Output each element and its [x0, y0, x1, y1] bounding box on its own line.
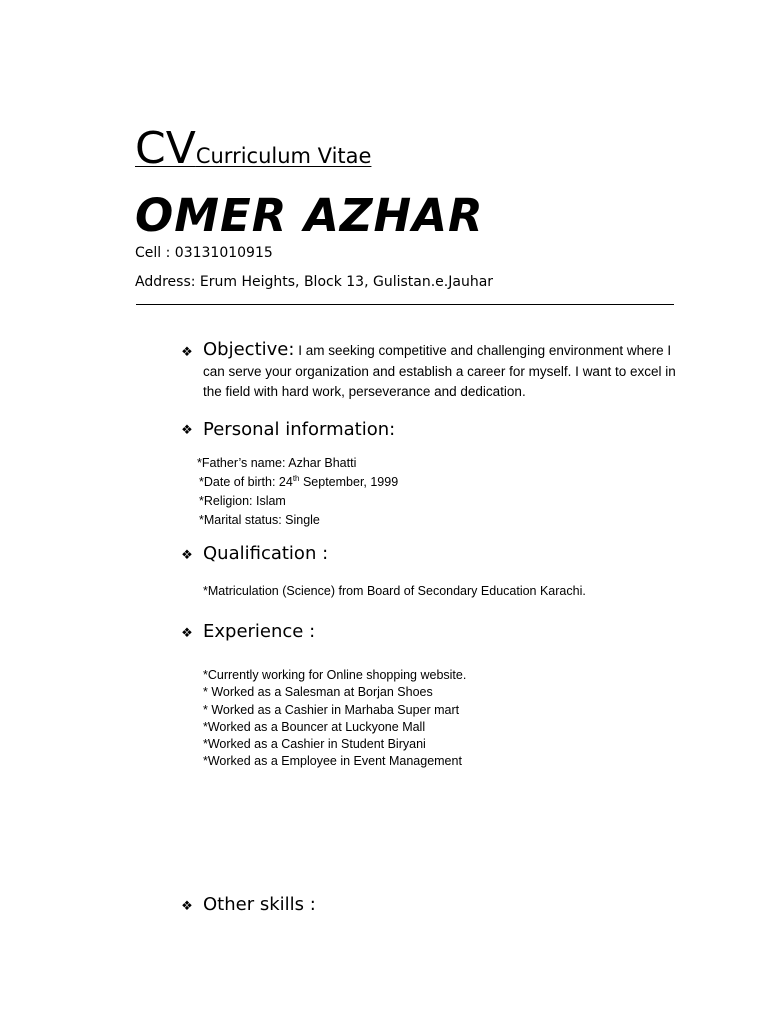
experience-item: * Worked as a Cashier in Marhaba Super mart	[203, 702, 460, 717]
objective-section	[203, 340, 683, 402]
date-of-birth: *Date of birth: 24th September, 1999	[199, 473, 399, 489]
objective-heading: Objective:	[203, 339, 295, 360]
diamond-bullet-icon: ❖	[181, 423, 193, 438]
objective-text: I am seeking competitive and challenging environment where I can serve your organization and establish a career for myself. I want to excel in the field with hard work, perseverance and dedication.	[203, 343, 676, 399]
experience-item: *Worked as a Cashier in Student Biryani	[203, 737, 426, 752]
marital-status: *Marital status: Single	[199, 513, 320, 527]
experience-heading: Experience :	[203, 621, 316, 642]
diamond-bullet-icon: ❖	[181, 345, 193, 360]
cv-title-big: CV	[135, 123, 196, 174]
diamond-bullet-icon: ❖	[181, 626, 193, 641]
qualification-heading: Qualification :	[203, 543, 329, 564]
cv-title	[135, 124, 371, 174]
experience-item: * Worked as a Salesman at Borjan Shoes	[203, 685, 433, 700]
fathers-name: *Father’s name: Azhar Bhatti	[197, 456, 357, 470]
diamond-bullet-icon: ❖	[181, 899, 193, 914]
other-skills-heading: Other skills :	[203, 894, 316, 915]
personal-information-heading: Personal information:	[203, 419, 396, 440]
header-divider	[136, 304, 674, 305]
experience-list	[203, 667, 466, 771]
qualification-item: *Matriculation (Science) from Board of Secondary Education Karachi.	[203, 584, 586, 598]
experience-item: *Worked as a Employee in Event Management	[203, 754, 462, 769]
experience-item: *Worked as a Bouncer at Luckyone Mall	[203, 719, 426, 734]
cell-number: Cell : 03131010915	[135, 245, 273, 261]
diamond-bullet-icon: ❖	[181, 548, 193, 563]
experience-item: *Currently working for Online shopping website.	[203, 668, 467, 682]
religion: *Religion: Islam	[199, 494, 286, 508]
address: Address: Erum Heights, Block 13, Gulistan.e.Jauhar	[135, 274, 494, 290]
candidate-name: OMER AZHAR	[135, 189, 484, 242]
cv-title-small: Curriculum Vitae	[195, 144, 372, 168]
